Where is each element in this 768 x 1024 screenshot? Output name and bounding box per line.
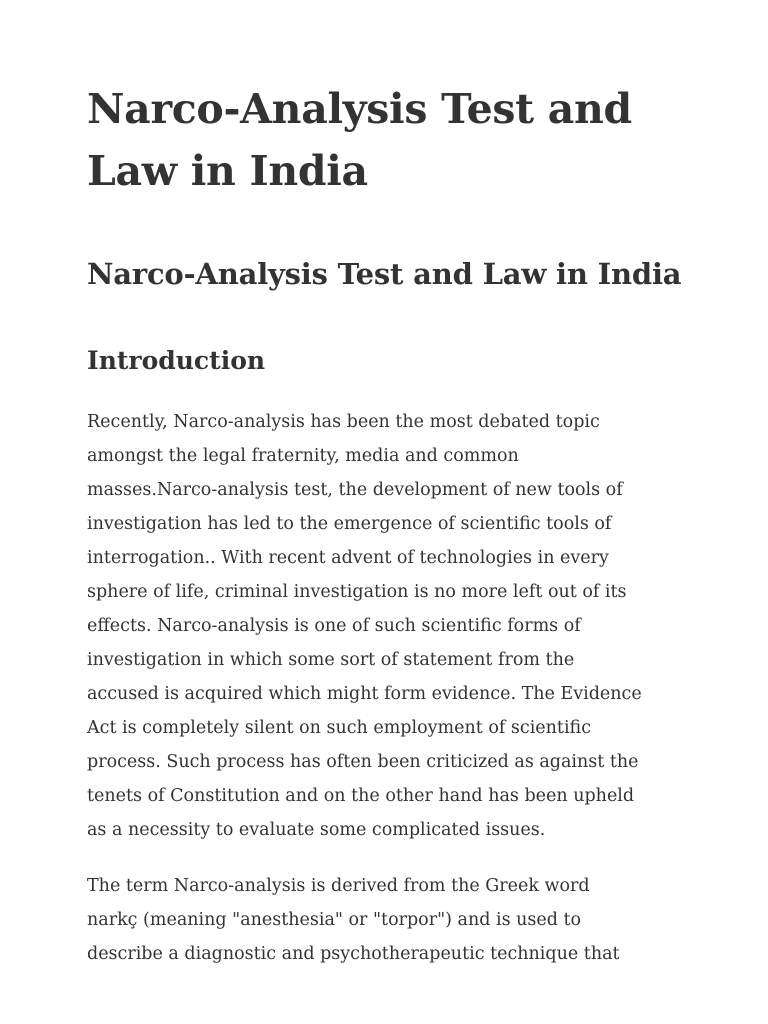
paragraph-line: as a necessity to evaluate some complicated issues. bbox=[87, 820, 546, 840]
title-line: Narco-Analysis Test and bbox=[87, 85, 632, 133]
paragraph-line: narkç (meaning "anesthesia" or "torpor") and is used to bbox=[87, 910, 582, 930]
paragraph-line: The term Narco-analysis is derived from the Greek word bbox=[87, 876, 590, 896]
paragraph-line: interrogation.. With recent advent of technologies in every bbox=[87, 548, 609, 568]
paragraph-term-definition bbox=[87, 869, 687, 971]
paragraph-line: sphere of life, criminal investigation is no more left out of its bbox=[87, 582, 627, 602]
paragraph-line: tenets of Constitution and on the other hand has been upheld bbox=[87, 786, 635, 806]
paragraph-line: investigation in which some sort of statement from the bbox=[87, 650, 575, 670]
paragraph-line: investigation has led to the emergence of scientific tools of bbox=[87, 514, 612, 534]
article bbox=[87, 0, 687, 971]
paragraph-line: masses.Narco-analysis test, the development of new tools of bbox=[87, 480, 623, 500]
title-line: Law in India bbox=[87, 147, 368, 195]
paragraph-line: amongst the legal fraternity, media and common bbox=[87, 446, 519, 466]
paragraph-line: Act is completely silent on such employment of scientific bbox=[87, 718, 592, 738]
paragraph-line: effects. Narco-analysis is one of such scientific forms of bbox=[87, 616, 581, 636]
paragraph-introduction bbox=[87, 405, 687, 847]
article-title bbox=[87, 0, 687, 202]
article-subtitle: Narco-Analysis Test and Law in India bbox=[87, 257, 682, 291]
paragraph-line: accused is acquired which might form evidence. The Evidence bbox=[87, 684, 642, 704]
section-heading-introduction: Introduction bbox=[87, 346, 266, 375]
paragraph-line: Recently, Narco-analysis has been the most debated topic bbox=[87, 412, 600, 432]
paragraph-line: process. Such process has often been criticized as against the bbox=[87, 752, 639, 772]
paragraph-line: describe a diagnostic and psychotherapeutic technique that bbox=[87, 944, 620, 964]
